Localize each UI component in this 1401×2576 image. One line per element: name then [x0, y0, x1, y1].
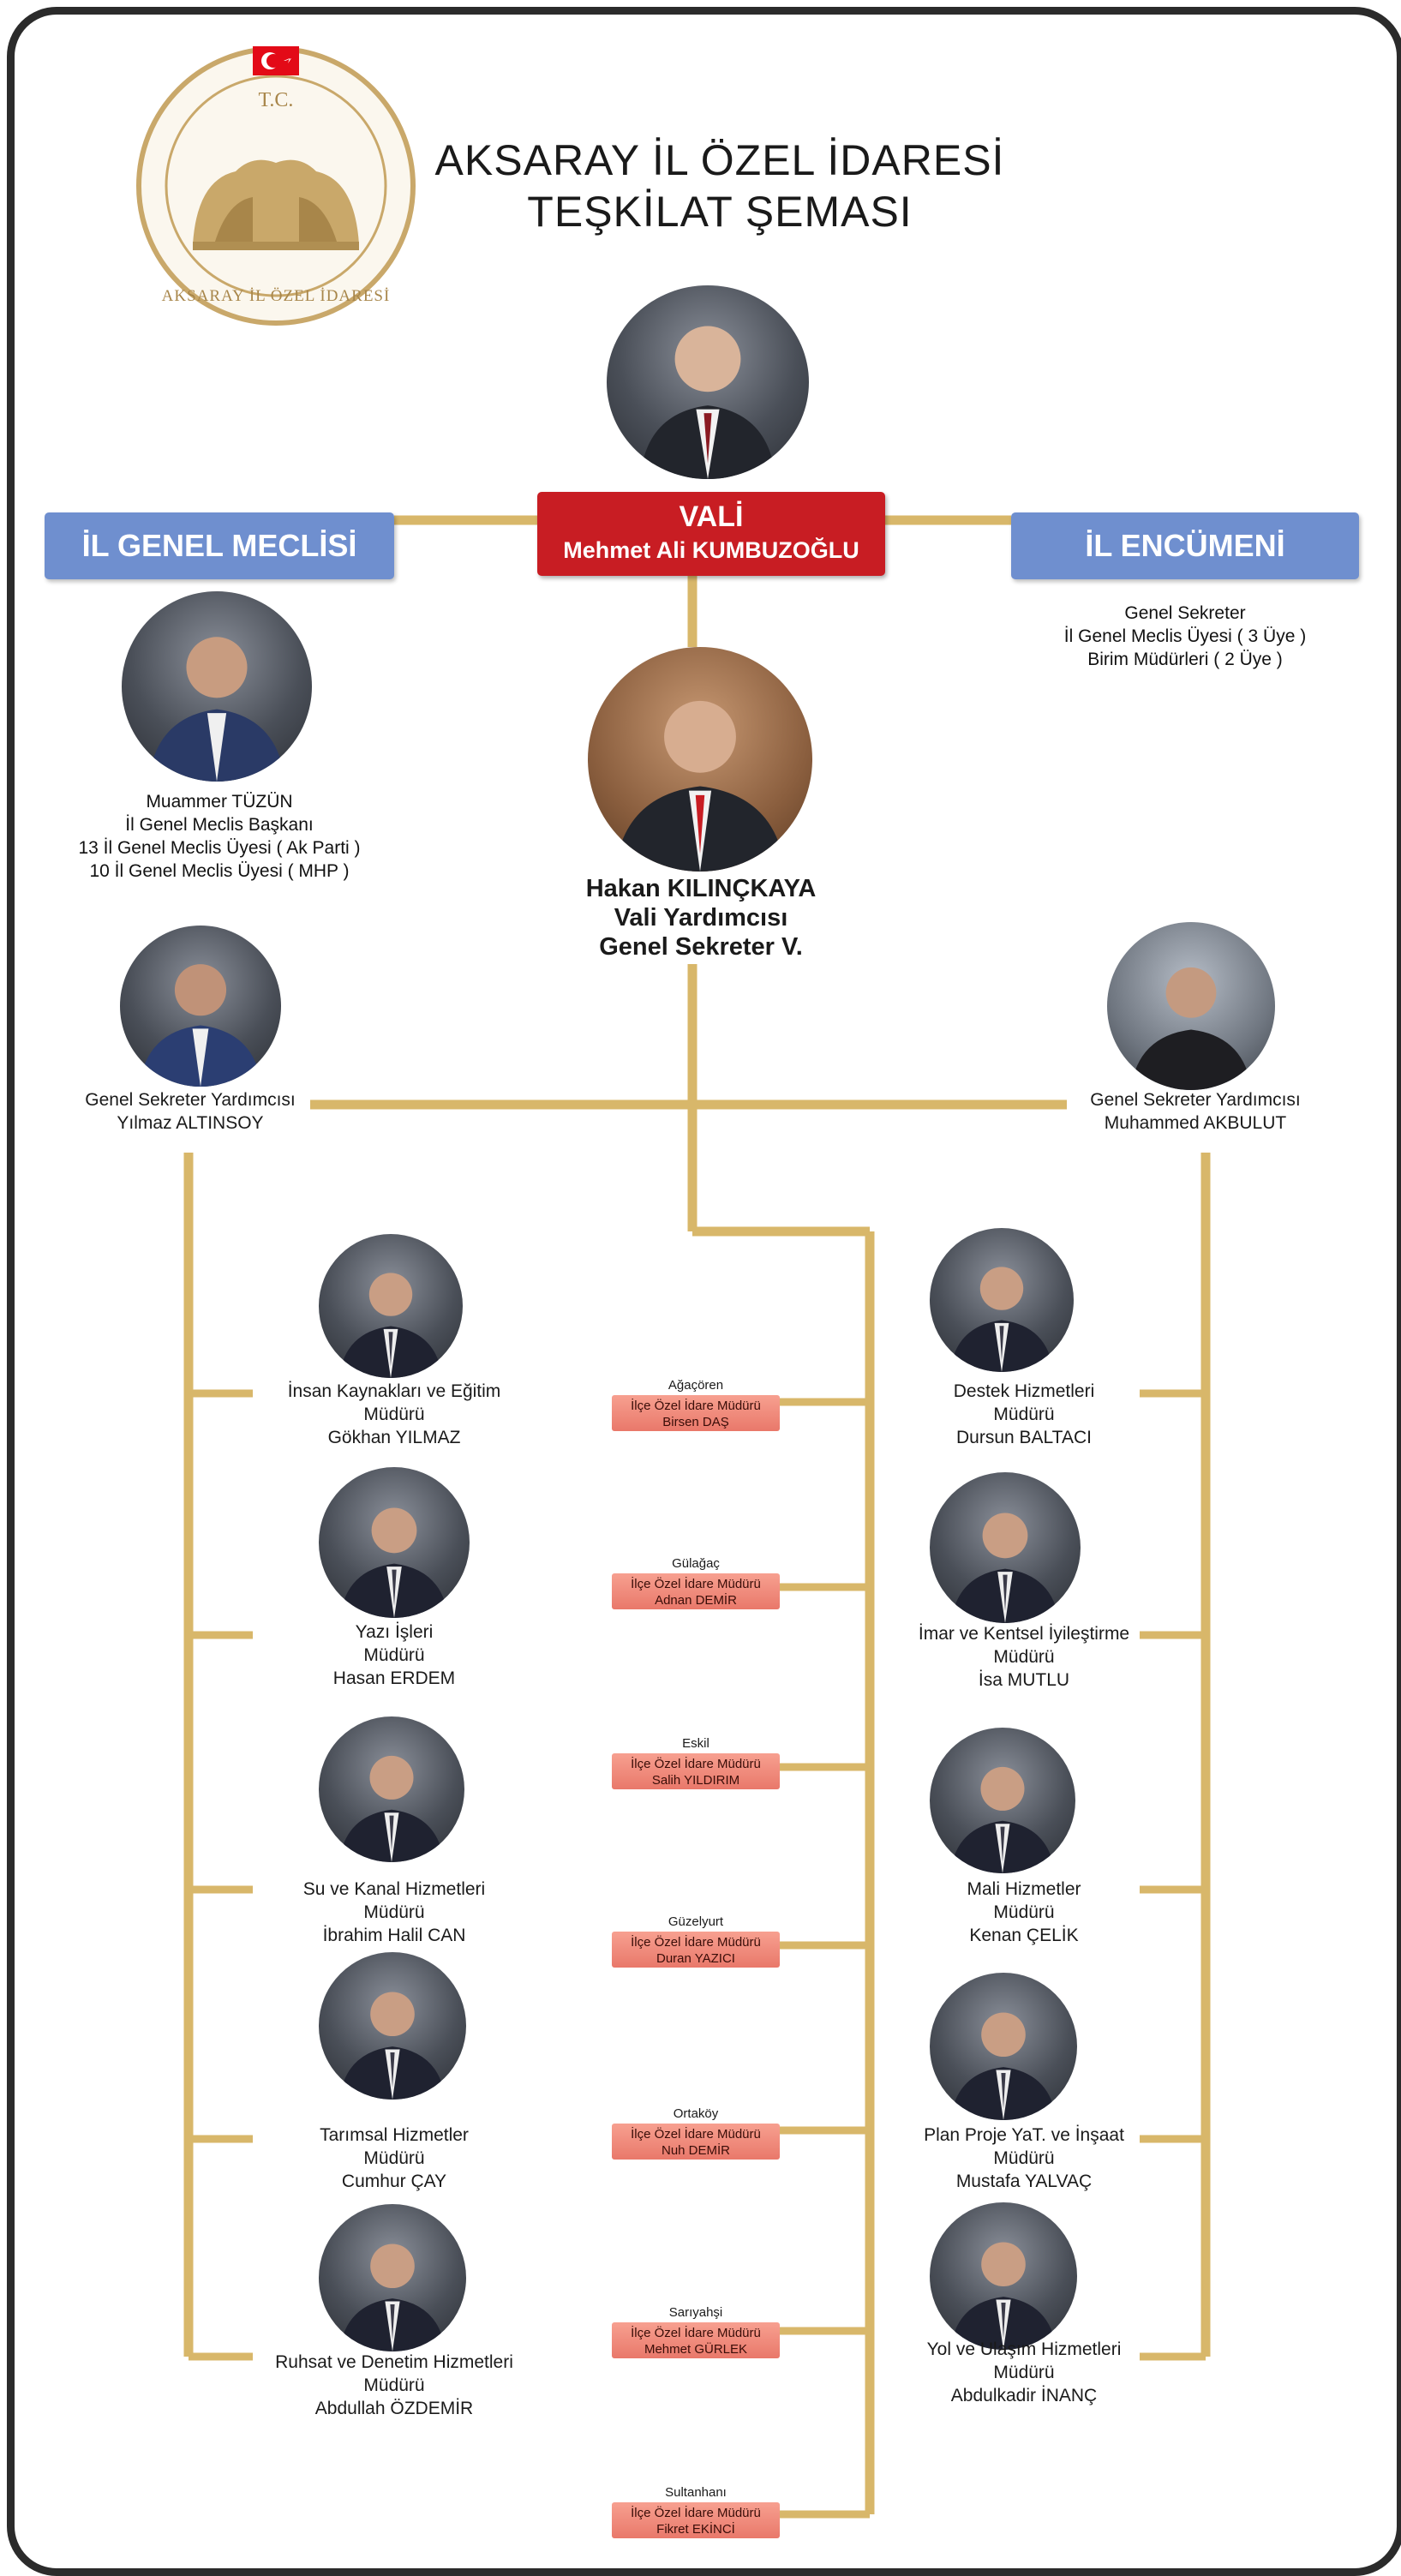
- right-unit-caption-line-3: Abdulkadir İNANÇ: [950, 2386, 1098, 2405]
- left-unit-caption: [214, 1620, 574, 1690]
- ilce-unit-name: Nuh DEMİR: [661, 2143, 731, 2158]
- left-unit-caption-line-1: Tarımsal Hizmetler: [320, 2125, 469, 2145]
- right-unit-caption: [857, 1622, 1191, 1692]
- left-unit-caption-line-1: Yazı İşleri: [355, 1622, 434, 1642]
- ilce-unit-box: [612, 1932, 780, 1968]
- right-unit-caption-line-1: Plan Proje YaT. ve İnşaat: [924, 2125, 1124, 2145]
- gs-line-1: Hakan KILINÇKAYA: [585, 875, 817, 902]
- left-unit-caption-line-2: Müdürü: [363, 1645, 425, 1665]
- yardimci-left-caption: [45, 1088, 336, 1135]
- right-unit-photo: [930, 2202, 1077, 2350]
- encumen-line-2: İl Genel Meclis Üyesi ( 3 Üye ): [1063, 626, 1307, 646]
- left-unit-caption-line-2: Müdürü: [363, 1902, 425, 1922]
- il-genel-meclisi-box: İL GENEL MECLİSİ: [45, 512, 394, 579]
- yardimci-right-caption: [1050, 1088, 1341, 1135]
- encumen-line-3: Birim Müdürleri ( 2 Üye ): [1087, 650, 1283, 669]
- right-unit-photo: [930, 1228, 1074, 1372]
- ilce-unit-title: İlçe Özel İdare Müdürü: [631, 2326, 761, 2340]
- ilce-unit-name: Adnan DEMİR: [655, 1593, 737, 1608]
- il-encumeni-box: İL ENCÜMENİ: [1011, 512, 1359, 579]
- left-unit-caption-line-3: İbrahim Halil CAN: [322, 1926, 466, 1945]
- right-unit-caption: [857, 2338, 1191, 2407]
- ilce-unit-box: [612, 1753, 780, 1789]
- meclis-caption: [45, 790, 394, 883]
- right-unit-caption: [857, 1380, 1191, 1449]
- logo-top-text: T.C.: [258, 89, 294, 111]
- right-unit-photo: [930, 1728, 1075, 1873]
- ilce-unit-box: [612, 1573, 780, 1609]
- ilce-unit-name: Birsen DAŞ: [662, 1415, 729, 1429]
- logo-ring-text: AKSARAY İL ÖZEL İDARESİ: [161, 287, 391, 305]
- left-unit-caption: [214, 1380, 574, 1449]
- left-unit-caption-line-3: Abdullah ÖZDEMİR: [314, 2399, 474, 2418]
- left-unit-caption: [214, 2124, 574, 2193]
- meclis-line-1: Muammer TÜZÜN: [146, 792, 293, 812]
- right-unit-caption-line-3: Kenan ÇELİK: [969, 1926, 1079, 1945]
- ilce-unit-name: Salih YILDIRIM: [651, 1773, 740, 1788]
- ilce-town-label: Güzelyurt: [668, 1914, 724, 1929]
- right-unit-caption-line-1: Destek Hizmetleri: [953, 1381, 1095, 1401]
- ilce-unit-title: İlçe Özel İdare Müdürü: [631, 1935, 761, 1950]
- left-unit-photo: [319, 1234, 463, 1378]
- ilce-town-label: Ağaçören: [668, 1378, 724, 1393]
- page-title-line1: AKSARAY İL ÖZEL İDARESİ: [434, 136, 1005, 184]
- yardimci-left-photo: [120, 926, 281, 1087]
- right-unit-caption-line-1: İmar ve Kentsel İyileştirme: [918, 1624, 1130, 1644]
- page-title-line2: TEŞKİLAT ŞEMASI: [527, 188, 913, 236]
- ilce-unit-name: Fikret EKİNCİ: [656, 2522, 735, 2537]
- left-unit-caption: [214, 2351, 574, 2420]
- right-unit-caption-line-2: Müdürü: [993, 2148, 1055, 2168]
- right-unit-caption-line-3: Mustafa YALVAÇ: [955, 2172, 1093, 2191]
- right-unit-caption-line-2: Müdürü: [993, 2363, 1055, 2382]
- left-unit-caption-line-1: Su ve Kanal Hizmetleri: [302, 1879, 486, 1899]
- right-unit-caption-line-2: Müdürü: [993, 1902, 1055, 1922]
- left-unit-caption-line-1: Ruhsat ve Denetim Hizmetleri: [275, 2352, 513, 2372]
- ilce-town-label: Ortaköy: [673, 2106, 719, 2121]
- ilce-unit-title: İlçe Özel İdare Müdürü: [631, 1399, 761, 1413]
- meclis-line-4: 10 İl Genel Meclis Üyesi ( MHP ): [89, 861, 350, 881]
- yardimci-right-line-2: Muhammed AKBULUT: [1104, 1113, 1287, 1133]
- left-unit-photo: [319, 2204, 466, 2351]
- ilce-unit-title: İlçe Özel İdare Müdürü: [631, 1757, 761, 1771]
- ilce-town-label: Sarıyahşi: [668, 2305, 723, 2320]
- yardimci-left-line-2: Yılmaz ALTINSOY: [117, 1113, 264, 1133]
- left-unit-photo: [319, 1467, 470, 1618]
- genel-sekreter-caption: [504, 874, 898, 962]
- vali-photo: [607, 285, 809, 479]
- yardimci-right-photo: [1107, 922, 1275, 1090]
- ilce-unit-title: İlçe Özel İdare Müdürü: [631, 1577, 761, 1591]
- left-unit-caption-line-3: Hasan ERDEM: [332, 1668, 456, 1688]
- right-unit-photo: [930, 1472, 1081, 1623]
- right-unit-caption-line-2: Müdürü: [993, 1405, 1055, 1424]
- left-unit-caption-line-3: Cumhur ÇAY: [341, 2172, 447, 2191]
- left-unit-caption-line-1: İnsan Kaynakları ve Eğitim: [287, 1381, 501, 1401]
- ilce-unit-box: [612, 2322, 780, 2358]
- organization-logo: [133, 43, 419, 329]
- left-unit-caption: [214, 1878, 574, 1947]
- yardimci-left-line-1: Genel Sekreter Yardımcısı: [85, 1090, 296, 1110]
- right-unit-caption-line-1: Mali Hizmetler: [967, 1879, 1081, 1899]
- left-unit-caption-line-2: Müdürü: [363, 1405, 425, 1424]
- left-unit-photo: [319, 1952, 466, 2100]
- meclis-line-2: İl Genel Meclis Başkanı: [125, 815, 314, 835]
- left-unit-photo: [319, 1716, 464, 1862]
- encumen-line-1: Genel Sekreter: [1124, 603, 1246, 623]
- ilce-unit-title: İlçe Özel İdare Müdürü: [631, 2127, 761, 2142]
- ilce-unit-box: [612, 1395, 780, 1431]
- right-unit-caption: [857, 1878, 1191, 1947]
- meclis-line-3: 13 İl Genel Meclis Üyesi ( Ak Parti ): [78, 838, 361, 858]
- vali-box: [537, 492, 885, 576]
- ilce-town-label: Sultanhanı: [665, 2485, 727, 2500]
- right-unit-caption: [857, 2124, 1191, 2193]
- genel-sekreter-photo: [588, 647, 812, 872]
- ilce-unit-box: [612, 2124, 780, 2160]
- right-unit-photo: [930, 1973, 1077, 2120]
- left-unit-caption-line-2: Müdürü: [363, 2148, 425, 2168]
- ilce-unit-name: Mehmet GÜRLEK: [644, 2342, 748, 2357]
- right-unit-caption-line-3: Dursun BALTACI: [956, 1428, 1092, 1447]
- yardimci-right-line-1: Genel Sekreter Yardımcısı: [1090, 1090, 1301, 1110]
- encumen-caption: [1011, 602, 1359, 671]
- meclis-baskani-photo: [122, 591, 312, 782]
- vali-title: VALİ: [679, 500, 744, 533]
- right-unit-caption-line-1: Yol ve Ulaşım Hizmetleri: [926, 2339, 1122, 2359]
- gs-line-3: Genel Sekreter V.: [599, 933, 803, 961]
- ilce-unit-name: Duran YAZICI: [656, 1951, 735, 1966]
- left-unit-caption-line-2: Müdürü: [363, 2375, 425, 2395]
- left-unit-caption-line-3: Gökhan YILMAZ: [327, 1428, 461, 1447]
- gs-line-2: Vali Yardımcısı: [614, 904, 788, 932]
- right-unit-caption-line-2: Müdürü: [993, 1647, 1055, 1667]
- ilce-unit-title: İlçe Özel İdare Müdürü: [631, 2506, 761, 2520]
- right-unit-caption-line-3: İsa MUTLU: [978, 1670, 1070, 1690]
- vali-name: Mehmet Ali KUMBUZOĞLU: [563, 537, 859, 563]
- ilce-town-label: Gülağaç: [672, 1556, 720, 1571]
- ilce-town-label: Eskil: [682, 1736, 709, 1751]
- ilce-unit-box: [612, 2502, 780, 2538]
